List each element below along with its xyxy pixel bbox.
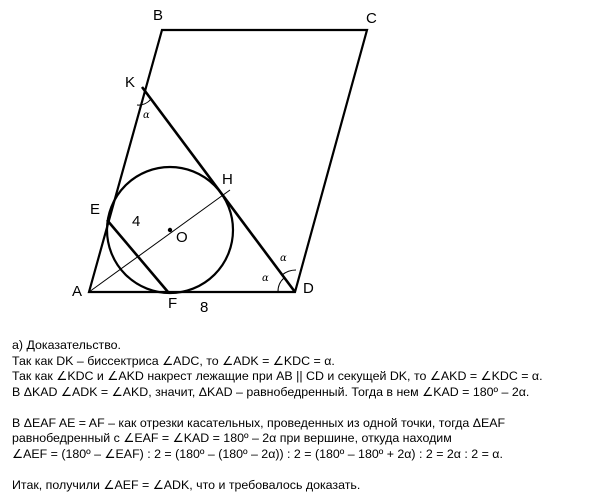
proof-line: Так как ∠KDC и ∠AKD накрест лежащие при AB || CD и секущей DK, то ∠AKD = ∠KDC = α. xyxy=(12,369,543,383)
proof-heading: а) Доказательство. xyxy=(12,338,121,352)
label-alpha-d-lower: α xyxy=(262,273,269,284)
label-point-h: H xyxy=(222,171,233,188)
label-point-f: F xyxy=(168,295,178,312)
proof-conclusion: Итак, получили ∠AEF = ∠ADK, что и требовалось доказать. xyxy=(12,477,361,492)
label-alpha-k: α xyxy=(143,110,150,121)
angle-arc-d-lower xyxy=(278,278,284,292)
proof-line: равнобедренный с ∠EAF = ∠KAD = 180º – 2α при вершине, откуда находим xyxy=(12,431,452,445)
label-point-k: K xyxy=(125,74,136,91)
label-length-ae: 4 xyxy=(132,213,141,230)
proof-line: В ΔKAD ∠ADK = ∠AKD, значит, ΔKAD – равнобедренный. Тогда в нем ∠KAD = 180º – 2α. xyxy=(12,384,530,399)
angle-arc-k xyxy=(137,99,151,105)
label-point-b: B xyxy=(153,7,164,24)
label-point-a: A xyxy=(72,283,83,300)
label-alpha-d-upper: α xyxy=(280,253,287,264)
spacer xyxy=(12,400,597,416)
proof-text xyxy=(12,338,597,493)
label-point-d: D xyxy=(303,280,314,297)
segment-aoh xyxy=(89,190,230,292)
proof-line: Так как DK – биссектриса ∠ADC, то ∠ADK = ∠KDC = α. xyxy=(12,353,335,368)
label-point-e: E xyxy=(90,201,101,218)
label-point-o: O xyxy=(176,229,188,246)
proof-line: В ΔEAF AE = AF – как отрезки касательных, проведенных из одной точки, тогда ΔEAF xyxy=(12,415,506,430)
center-point-o xyxy=(168,228,172,232)
proof-line: ∠AEF = (180º – ∠EAF) : 2 = (180º – (180º – 2α)) : 2 = (180º – 180º + 2α) : 2 = 2α : 2 = α. xyxy=(12,446,503,461)
segment-ef xyxy=(107,220,168,292)
label-point-c: C xyxy=(366,10,377,27)
spacer xyxy=(12,462,597,478)
angle-arc-d-upper xyxy=(282,270,296,275)
label-length-fd: 8 xyxy=(200,299,209,316)
